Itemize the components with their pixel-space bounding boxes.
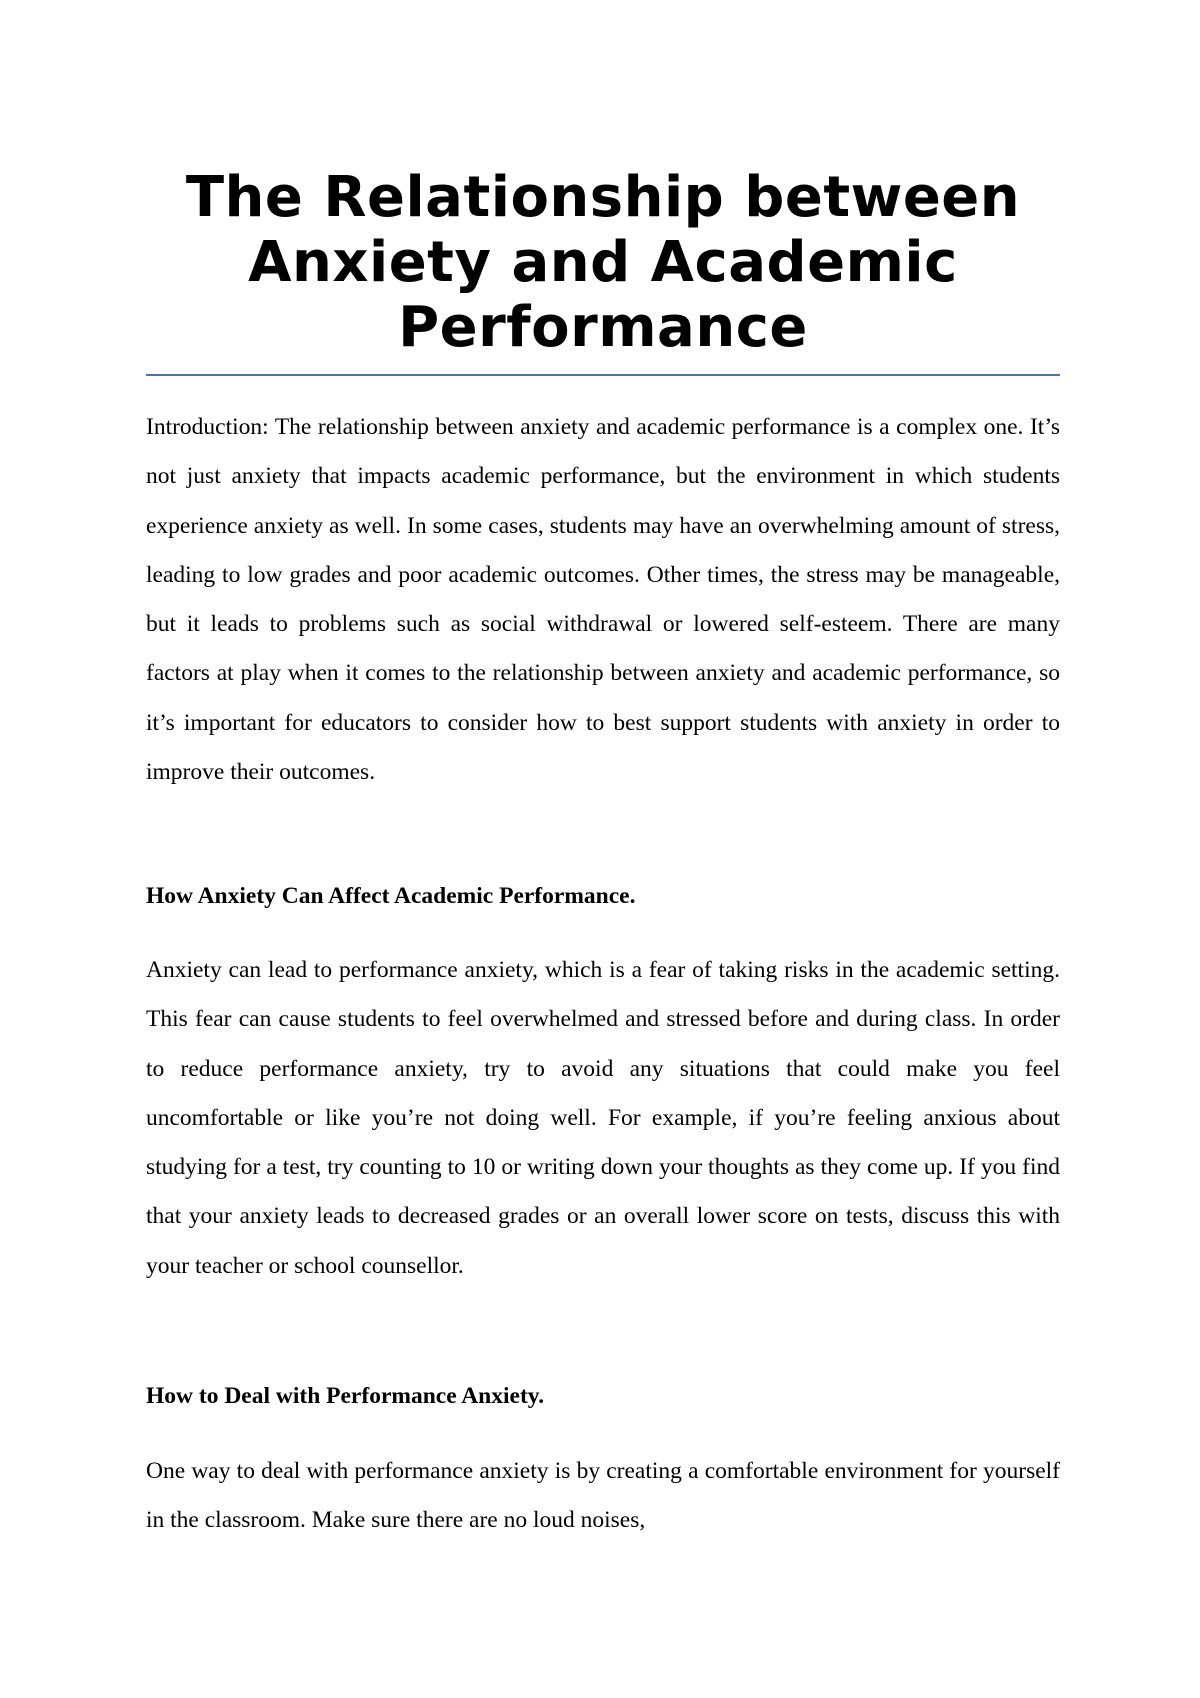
title-divider: [146, 374, 1060, 376]
deal-paragraph: One way to deal with performance anxiety is by creating a comfortable environment for yourself in the classroom. Make sure there are no loud noises,: [146, 1458, 1060, 1534]
intro-paragraph: Introduction: The relationship between anxiety and academic performance is a complex one. It’s not just anxiety that impacts academic performance, but the environment in which students experience anxiety as well. In some cases, students may have an overwhelming amount of stress, leading to low grades and poor academic outcomes. Other times, the stress may be manageable, but it leads to problems such as social withdrawal or lowered self-esteem. There are many factors at play when it comes to the relationship between anxiety and academic performance, so it’s important for educators to consider how to best support students with anxiety in order to improve their outcomes.: [146, 414, 1060, 786]
section-heading-deal: How to Deal with Performance Anxiety.: [146, 1383, 545, 1409]
document-title: The Relationship between Anxiety and Academic Performance: [185, 165, 1021, 360]
section-heading-affect: How Anxiety Can Affect Academic Performance.: [146, 883, 636, 909]
affect-paragraph: Anxiety can lead to performance anxiety, which is a fear of taking risks in the academic setting. This fear can cause students to feel overwhelmed and stressed before and during class. In order to reduce performance anxiety, try to avoid any situations that could make you feel uncomfortable or like you’re not doing well. For example, if you’re feeling anxious about studying for a test, try counting to 10 or writing down your thoughts as they come up. If you find that your anxiety leads to decreased grades or an overall lower score on tests, discuss this with your teacher or school counsellor.: [146, 957, 1060, 1279]
